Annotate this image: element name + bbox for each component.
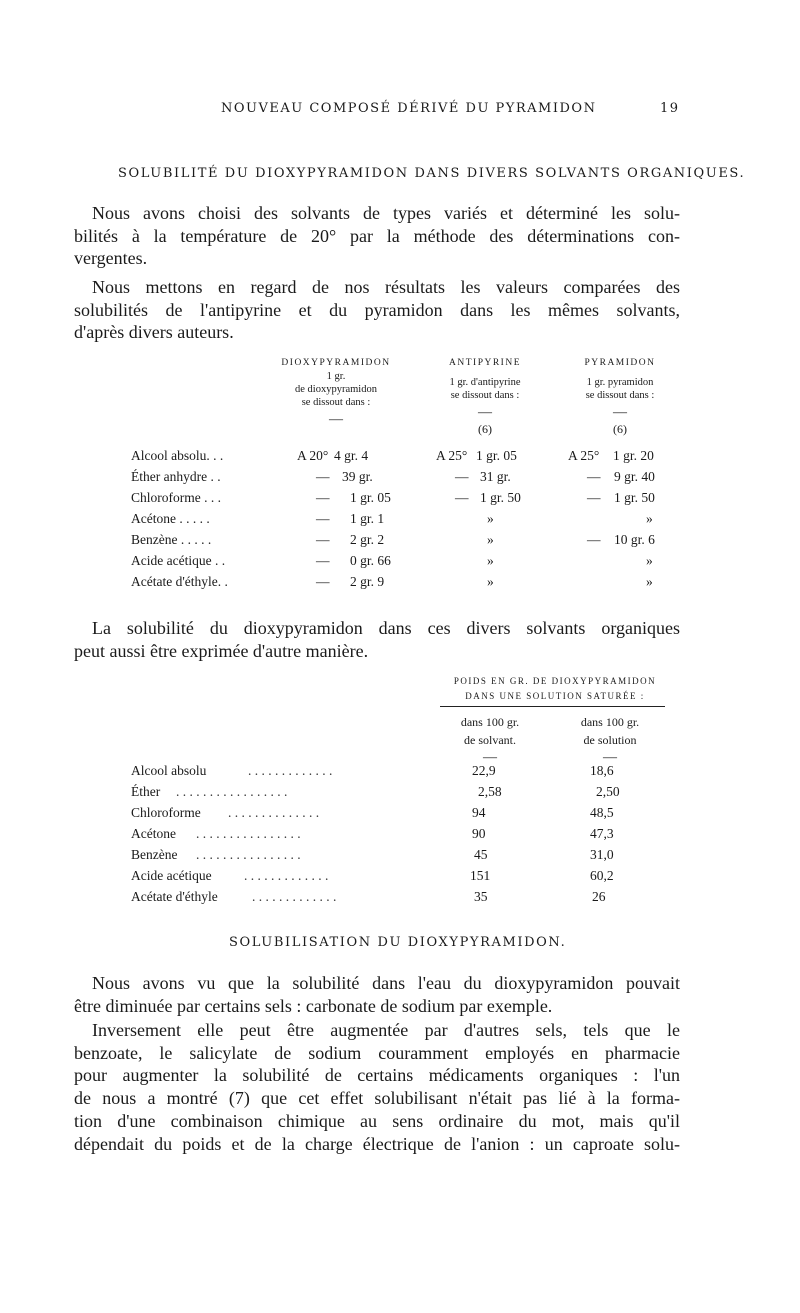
table2-col-solvent xyxy=(430,713,550,767)
table2-value-solution: 18,6 xyxy=(590,763,614,778)
table2-solvent: Chloroforme xyxy=(131,805,201,820)
table1-cell: 9 gr. 40 xyxy=(614,469,655,484)
text-line: benzoate, le salicylate de sodium couramment employés en pharmacie xyxy=(74,1042,680,1063)
paragraph-solvents-intro xyxy=(74,202,680,270)
table1-cell: 1 gr. 05 xyxy=(476,448,517,463)
table1-cell: A 20° xyxy=(297,448,329,463)
table2-solvent: Benzène xyxy=(131,847,178,862)
paragraph-comparison-intro xyxy=(74,276,680,344)
table2-value-solution: 47,3 xyxy=(590,826,614,841)
column-subtitle: se dissout dans : xyxy=(301,397,371,408)
text-line: solubilités de l'antipyrine et du pyramidon dans les mêmes solvants, xyxy=(74,299,680,320)
column-title: DIOXYPYRAMIDON xyxy=(281,358,391,368)
paragraph-salt-effect xyxy=(74,972,680,1017)
table2-value-solution: 31,0 xyxy=(590,847,614,862)
column-subtitle: se dissout dans : xyxy=(585,390,655,401)
table2-value-solvent: 35 xyxy=(474,889,488,904)
text-line: d'après divers auteurs. xyxy=(74,322,234,343)
column-subtitle: 1 gr. xyxy=(326,371,346,382)
table1-cell: 0 gr. 66 xyxy=(350,553,391,568)
leader-dots: . . . . . . . . . . . . . xyxy=(248,763,333,778)
text-line: Inversement elle peut être augmentée par d'autres sels, tels que le xyxy=(92,1020,680,1040)
table1-cell: — xyxy=(316,490,330,505)
text-line: Nous mettons en regard de nos résultats les valeurs comparées des xyxy=(92,277,680,297)
text-line: bilités à la température de 20° par la méthode des déterminations con- xyxy=(74,225,680,246)
table2-value-solution: 48,5 xyxy=(590,805,614,820)
leader-dots: . . . . . . . . . . . . . xyxy=(252,889,337,904)
table1-header-dioxypyramidon xyxy=(256,357,416,426)
table1-cell: — xyxy=(587,469,601,484)
column-subtitle: de solution xyxy=(583,733,637,747)
table1-cell: 1 gr. 05 xyxy=(350,490,391,505)
table1-cell: » xyxy=(646,553,653,568)
table1-cell: A 25° xyxy=(568,448,600,463)
table2-solvent: Éther xyxy=(131,784,161,799)
paragraph-other-expression xyxy=(74,617,680,662)
table2-value-solvent: 2,58 xyxy=(478,784,502,799)
table2-col-solution xyxy=(550,713,670,767)
table1-solvent: Éther anhydre . . xyxy=(131,469,221,484)
table1-cell: 39 gr. xyxy=(342,469,373,484)
column-title: PYRAMIDON xyxy=(584,358,656,368)
table1-solvent: Acétate d'éthyle. . xyxy=(131,574,228,589)
column-subtitle: dans 100 gr. xyxy=(460,715,520,729)
section-title-solubilisation: SOLUBILISATION DU DIOXYPYRAMIDON. xyxy=(229,935,567,950)
column-subtitle: 1 gr. d'antipyrine xyxy=(449,377,521,388)
column-subtitle: se dissout dans : xyxy=(450,390,520,401)
table2-solvent: Acétate d'éthyle xyxy=(131,889,218,904)
column-dash: — xyxy=(603,750,617,765)
table1-cell: » xyxy=(487,574,494,589)
table1-cell: — xyxy=(316,532,330,547)
text-line: de nous a montré (7) que cet effet solubilisant n'était pas lié à la forma- xyxy=(74,1088,680,1109)
column-dash: — xyxy=(329,412,343,427)
table1-cell: — xyxy=(316,511,330,526)
table2-header xyxy=(430,675,680,703)
table1-cell: 1 gr. 20 xyxy=(613,448,654,463)
text-line: Nous avons choisi des solvants de types variés et déterminé les solu- xyxy=(92,203,680,223)
table1-cell: » xyxy=(487,511,494,526)
section-title-solubility: SOLUBILITÉ DU DIOXYPYRAMIDON DANS DIVERS SOLVANTS ORGANIQUES. xyxy=(118,166,746,181)
leader-dots: . . . . . . . . . . . . . . . . . xyxy=(176,784,288,799)
table1-cell: 1 gr. 50 xyxy=(480,490,521,505)
column-dash: — xyxy=(613,405,627,420)
table1-cell: — xyxy=(316,553,330,568)
column-reference: (6) xyxy=(478,422,492,436)
leader-dots: . . . . . . . . . . . . . . . . xyxy=(196,847,301,862)
table2-value-solvent: 151 xyxy=(470,868,491,883)
table1-cell: A 25° xyxy=(436,448,468,463)
table1-solvent: Acétone . . . . . xyxy=(131,511,210,526)
table1-cell: » xyxy=(487,553,494,568)
leader-dots: . . . . . . . . . . . . . xyxy=(244,868,329,883)
text-line: pour augmenter la solubilité de certains médicaments organiques : l'un xyxy=(74,1065,680,1086)
column-dash: — xyxy=(478,405,492,420)
table2-value-solvent: 45 xyxy=(474,847,488,862)
text-line: tion d'une combinaison chimique au sens ordinaire du mot, mais qu'il xyxy=(74,1110,680,1131)
text-line: dépendait du poids et de la charge électrique de l'anion : un caproate solu- xyxy=(74,1133,680,1154)
leader-dots: . . . . . . . . . . . . . . xyxy=(228,805,320,820)
running-title: NOUVEAU COMPOSÉ DÉRIVÉ DU PYRAMIDON xyxy=(221,101,597,116)
table1-header-pyramidon xyxy=(560,357,680,436)
column-subtitle: dans 100 gr. xyxy=(580,715,640,729)
table1-cell: 31 gr. xyxy=(480,469,511,484)
table1-cell: 2 gr. 9 xyxy=(350,574,385,589)
table1-cell: — xyxy=(455,469,469,484)
column-reference: (6) xyxy=(613,422,627,436)
table1-header-antipyrine xyxy=(420,357,550,436)
text-line: Nous avons vu que la solubilité dans l'eau du dioxypyramidon pouvait xyxy=(92,973,680,993)
table1-cell: — xyxy=(316,469,330,484)
column-subtitle: de dioxypyramidon xyxy=(295,384,377,395)
table2-header-line: POIDS EN GR. DE DIOXYPYRAMIDON xyxy=(453,676,657,686)
table1-solvent: Chloroforme . . . xyxy=(131,490,221,505)
table2-solvent: Acétone xyxy=(131,826,176,841)
table1-cell: — xyxy=(587,490,601,505)
column-dash: — xyxy=(483,750,497,765)
table2-value-solvent: 94 xyxy=(472,805,486,820)
table1-solvent: Benzène . . . . . xyxy=(131,532,212,547)
table2-solvent: Alcool absolu xyxy=(131,763,207,778)
column-subtitle: 1 gr. pyramidon xyxy=(586,377,654,388)
paragraph-solubilising-effect xyxy=(74,1019,680,1155)
table1-cell: » xyxy=(646,574,653,589)
table1-cell: 10 gr. 6 xyxy=(614,532,655,547)
column-subtitle: de solvant. xyxy=(464,733,516,747)
table2-solvent: Acide acétique xyxy=(131,868,212,883)
text-line: peut aussi être exprimée d'autre manière. xyxy=(74,640,369,661)
table1-cell: » xyxy=(646,511,653,526)
column-title: ANTIPYRINE xyxy=(449,358,521,368)
table1-solvent: Alcool absolu. . . xyxy=(131,448,224,463)
text-line: vergentes. xyxy=(74,248,148,269)
table1-cell: — xyxy=(587,532,601,547)
table1-solvent: Acide acétique . . xyxy=(131,553,226,568)
table1-cell: » xyxy=(487,532,494,547)
text-line: être diminuée par certains sels : carbonate de sodium par exemple. xyxy=(74,995,553,1016)
table1-cell: — xyxy=(316,574,330,589)
table2-value-solvent: 22,9 xyxy=(472,763,496,778)
table2-value-solution: 2,50 xyxy=(596,784,620,799)
table1-cell: 2 gr. 2 xyxy=(350,532,385,547)
table1-cell: 1 gr. 50 xyxy=(614,490,655,505)
table1-cell: 4 gr. 4 xyxy=(334,448,369,463)
table2-brace xyxy=(440,706,665,707)
table1-cell: 1 gr. 1 xyxy=(350,511,385,526)
table2-value-solvent: 90 xyxy=(472,826,486,841)
page-number: 19 xyxy=(660,101,680,116)
table2-value-solution: 60,2 xyxy=(590,868,614,883)
table2-value-solution: 26 xyxy=(592,889,606,904)
leader-dots: . . . . . . . . . . . . . . . . xyxy=(196,826,301,841)
table1-cell: — xyxy=(455,490,469,505)
text-line: La solubilité du dioxypyramidon dans ces divers solvants organiques xyxy=(92,618,680,638)
table2-header-line: DANS UNE SOLUTION SATURÉE : xyxy=(465,691,645,701)
